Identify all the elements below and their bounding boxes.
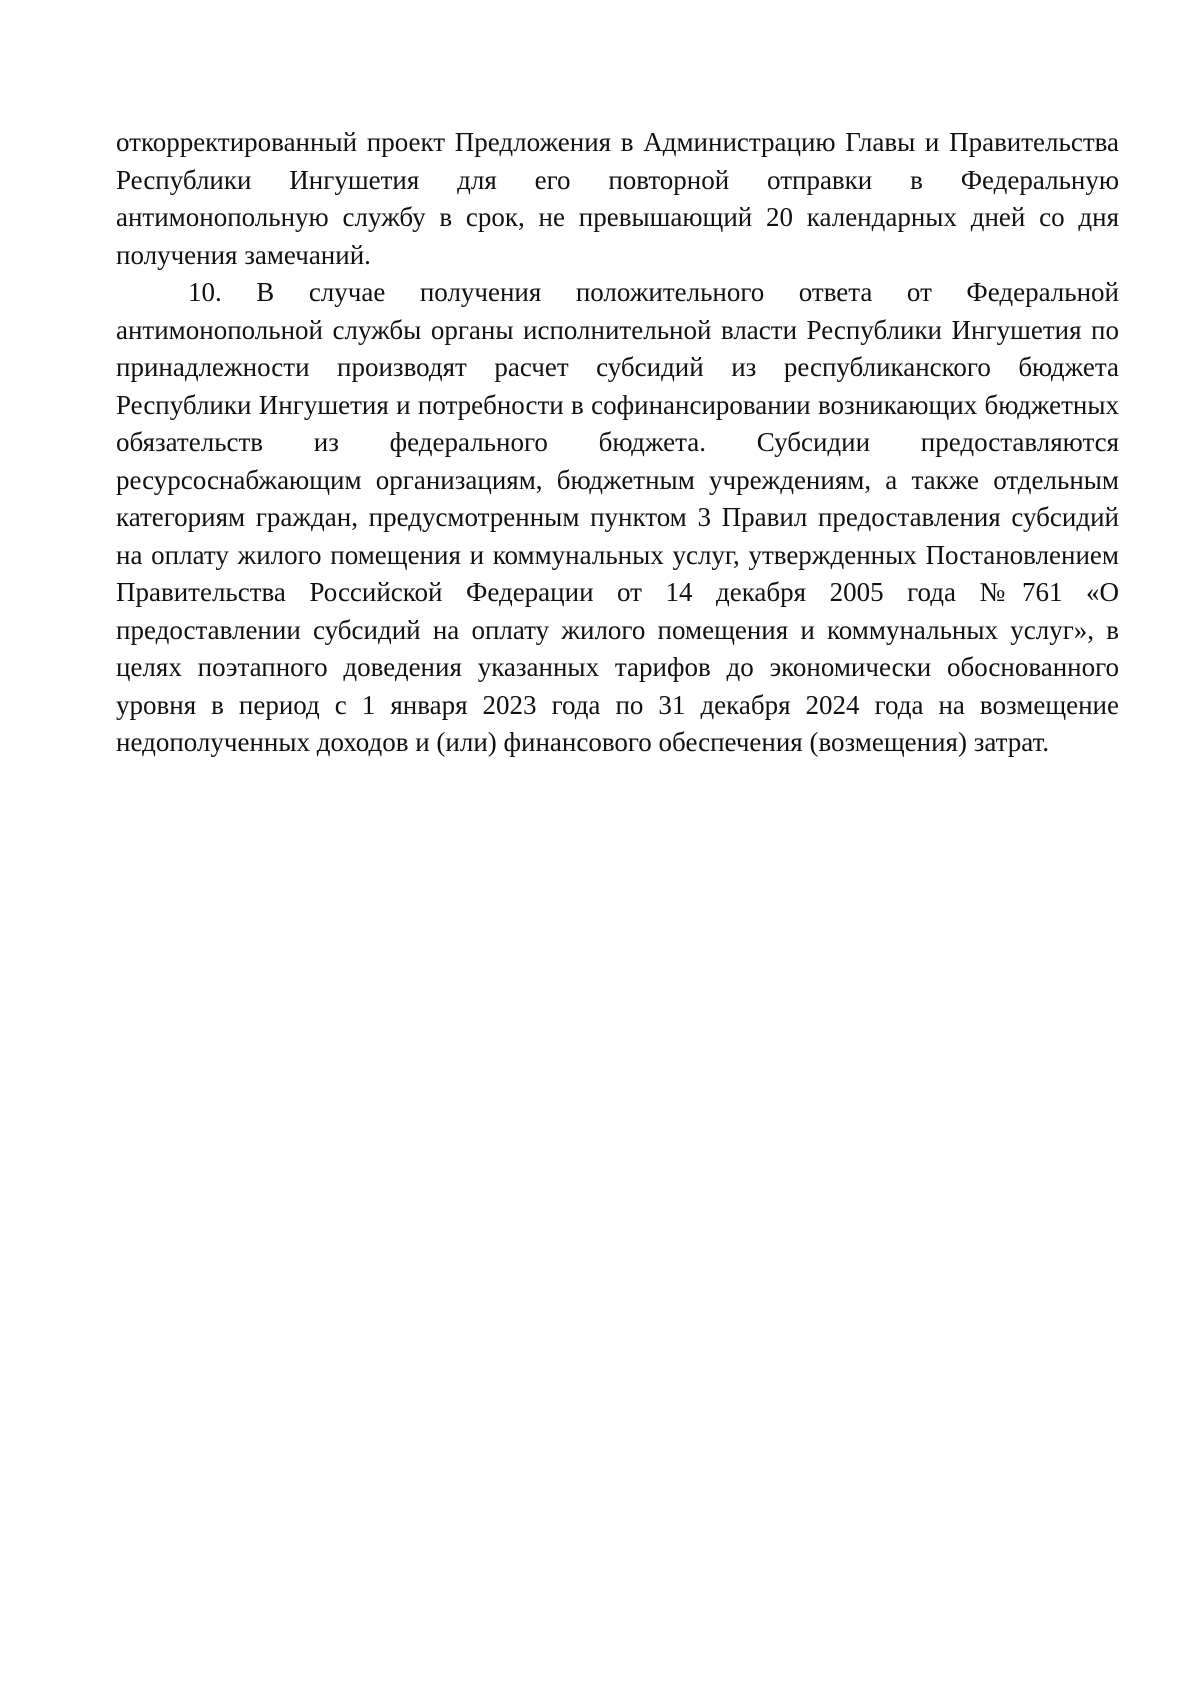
document-body [116,124,1119,762]
paragraph-item-10: 10. В случае получения положительного ответа от Федеральной антимонопольной службы органы исполнительной власти Республики Ингушетия по принадлежности производят расчет субсидий из республиканского бюджета Республики Ингушетия и потребности в софинансировании возникающих бюджетных обязательств из федерального бюджета. Субсидии предоставляются ресурсоснабжающим организациям, бюджетным учреждениям, а также отдельным категориям граждан, предусмотренным пунктом 3 Правил предоставления субсидий на оплату жилого помещения и коммунальных услуг, утвержденных Постановлением Правительства Российской Федерации от 14 декабря 2005 года №761 «О предоставлении субсидий на оплату жилого помещения и коммунальных услуг», в целях поэтапного доведения указанных тарифов до экономически обоснованного уровня в период с 1 января 2023 года по 31 декабря 2024 года на возмещение недополученных доходов и (или) финансового обеспечения (возмещения) затрат. [116,277,1119,757]
paragraph-continuation: откорректированный проект Предложения в Администрацию Главы и Правительства Республики Ингушетия для его повторной отправки в Федеральную антимонопольную службу в срок, не превышающий 20 календарных дней со дня получения замечаний. [116,127,1119,270]
